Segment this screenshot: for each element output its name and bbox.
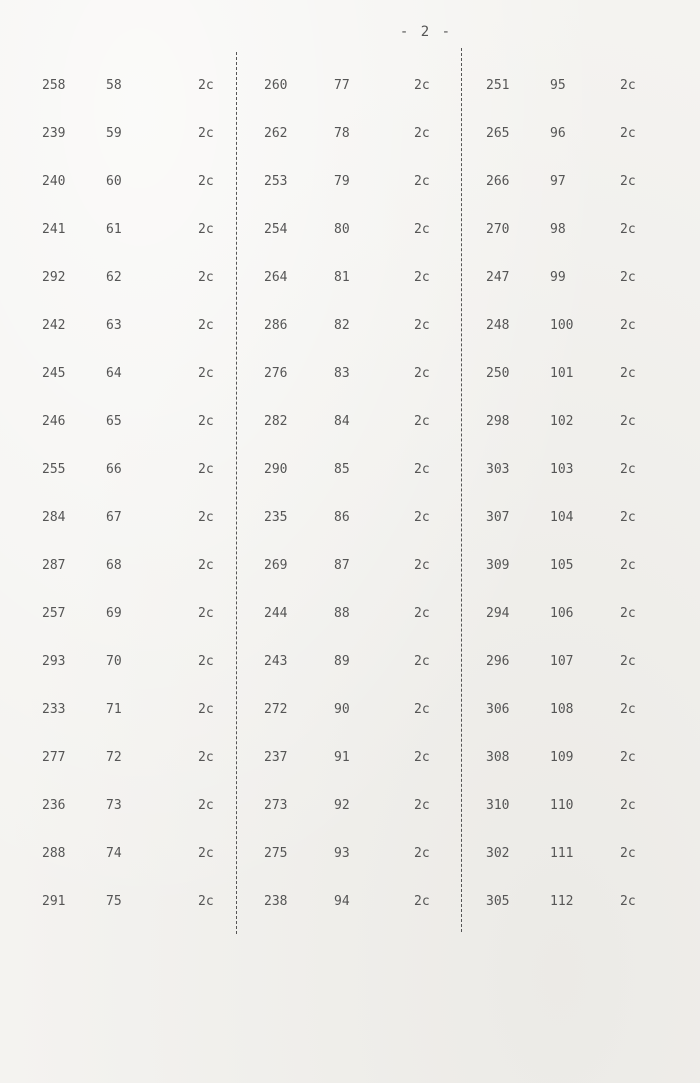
entry-id: 262 xyxy=(264,126,288,141)
entry-grade: 2c xyxy=(414,222,430,237)
entry-id: 239 xyxy=(42,126,66,141)
entry-grade: 2c xyxy=(198,318,214,333)
entry-grade: 2c xyxy=(198,702,214,717)
entry-seq: 81 xyxy=(334,270,350,285)
entry-seq: 74 xyxy=(106,846,122,861)
entry-seq: 87 xyxy=(334,558,350,573)
entry-grade: 2c xyxy=(620,510,636,525)
entry-grade: 2c xyxy=(198,174,214,189)
entry-grade: 2c xyxy=(198,654,214,669)
entry-seq: 67 xyxy=(106,510,122,525)
entry-id: 306 xyxy=(486,702,510,717)
entry-grade: 2c xyxy=(414,366,430,381)
entry-grade: 2c xyxy=(620,174,636,189)
entry-seq: 105 xyxy=(550,558,574,573)
entry-grade: 2c xyxy=(620,654,636,669)
entry-seq: 91 xyxy=(334,750,350,765)
entry-grade: 2c xyxy=(198,78,214,93)
entry-grade: 2c xyxy=(620,558,636,573)
entry-id: 310 xyxy=(486,798,510,813)
entry-seq: 83 xyxy=(334,366,350,381)
entry-grade: 2c xyxy=(620,702,636,717)
entry-id: 245 xyxy=(42,366,66,381)
entry-grade: 2c xyxy=(620,78,636,93)
entry-seq: 110 xyxy=(550,798,574,813)
entry-id: 260 xyxy=(264,78,288,93)
entry-id: 238 xyxy=(264,894,288,909)
entry-id: 294 xyxy=(486,606,510,621)
entry-id: 307 xyxy=(486,510,510,525)
entry-id: 269 xyxy=(264,558,288,573)
entry-seq: 64 xyxy=(106,366,122,381)
entry-seq: 96 xyxy=(550,126,566,141)
entry-grade: 2c xyxy=(198,270,214,285)
entry-seq: 90 xyxy=(334,702,350,717)
entry-grade: 2c xyxy=(414,174,430,189)
entry-seq: 102 xyxy=(550,414,574,429)
entry-grade: 2c xyxy=(620,318,636,333)
entry-grade: 2c xyxy=(414,654,430,669)
entry-id: 253 xyxy=(264,174,288,189)
entry-seq: 59 xyxy=(106,126,122,141)
entry-seq: 107 xyxy=(550,654,574,669)
entry-seq: 88 xyxy=(334,606,350,621)
entry-id: 305 xyxy=(486,894,510,909)
entry-seq: 104 xyxy=(550,510,574,525)
entry-grade: 2c xyxy=(414,126,430,141)
entry-id: 303 xyxy=(486,462,510,477)
entry-grade: 2c xyxy=(620,798,636,813)
entry-id: 257 xyxy=(42,606,66,621)
entry-seq: 63 xyxy=(106,318,122,333)
entry-seq: 89 xyxy=(334,654,350,669)
entry-seq: 77 xyxy=(334,78,350,93)
entry-id: 291 xyxy=(42,894,66,909)
entry-grade: 2c xyxy=(198,750,214,765)
entry-grade: 2c xyxy=(414,462,430,477)
entry-grade: 2c xyxy=(620,366,636,381)
entry-id: 235 xyxy=(264,510,288,525)
entry-grade: 2c xyxy=(620,126,636,141)
entry-id: 282 xyxy=(264,414,288,429)
entry-grade: 2c xyxy=(414,414,430,429)
entry-seq: 71 xyxy=(106,702,122,717)
entry-id: 284 xyxy=(42,510,66,525)
entry-seq: 72 xyxy=(106,750,122,765)
entry-id: 240 xyxy=(42,174,66,189)
entry-grade: 2c xyxy=(198,414,214,429)
entry-id: 246 xyxy=(42,414,66,429)
entry-id: 255 xyxy=(42,462,66,477)
entry-id: 247 xyxy=(486,270,510,285)
entry-grade: 2c xyxy=(414,894,430,909)
entry-id: 243 xyxy=(264,654,288,669)
entry-id: 266 xyxy=(486,174,510,189)
entry-seq: 103 xyxy=(550,462,574,477)
entry-seq: 82 xyxy=(334,318,350,333)
entry-seq: 93 xyxy=(334,846,350,861)
entry-grade: 2c xyxy=(198,894,214,909)
entry-grade: 2c xyxy=(620,846,636,861)
entry-id: 236 xyxy=(42,798,66,813)
entry-grade: 2c xyxy=(198,462,214,477)
entry-id: 292 xyxy=(42,270,66,285)
entry-grade: 2c xyxy=(414,846,430,861)
entry-grade: 2c xyxy=(620,270,636,285)
entry-seq: 108 xyxy=(550,702,574,717)
entry-seq: 97 xyxy=(550,174,566,189)
entry-id: 298 xyxy=(486,414,510,429)
entry-seq: 79 xyxy=(334,174,350,189)
entry-id: 288 xyxy=(42,846,66,861)
entry-seq: 70 xyxy=(106,654,122,669)
entry-seq: 106 xyxy=(550,606,574,621)
entry-seq: 92 xyxy=(334,798,350,813)
entry-id: 309 xyxy=(486,558,510,573)
entry-seq: 111 xyxy=(550,846,574,861)
entry-id: 308 xyxy=(486,750,510,765)
entry-id: 276 xyxy=(264,366,288,381)
entry-seq: 66 xyxy=(106,462,122,477)
entry-grade: 2c xyxy=(620,222,636,237)
entry-id: 264 xyxy=(264,270,288,285)
entry-seq: 100 xyxy=(550,318,574,333)
entry-grade: 2c xyxy=(620,750,636,765)
entry-id: 242 xyxy=(42,318,66,333)
entry-seq: 101 xyxy=(550,366,574,381)
entry-grade: 2c xyxy=(414,606,430,621)
entry-seq: 65 xyxy=(106,414,122,429)
entry-id: 244 xyxy=(264,606,288,621)
entry-seq: 80 xyxy=(334,222,350,237)
entry-seq: 112 xyxy=(550,894,574,909)
page-number: - 2 - xyxy=(399,24,453,40)
entry-seq: 78 xyxy=(334,126,350,141)
column-divider-left xyxy=(236,52,237,934)
entry-id: 287 xyxy=(42,558,66,573)
entry-id: 254 xyxy=(264,222,288,237)
entry-grade: 2c xyxy=(414,558,430,573)
entry-grade: 2c xyxy=(198,798,214,813)
entry-id: 251 xyxy=(486,78,510,93)
entry-grade: 2c xyxy=(198,558,214,573)
entry-seq: 94 xyxy=(334,894,350,909)
entry-grade: 2c xyxy=(620,606,636,621)
entry-id: 286 xyxy=(264,318,288,333)
entry-seq: 99 xyxy=(550,270,566,285)
entry-grade: 2c xyxy=(198,606,214,621)
entry-grade: 2c xyxy=(198,126,214,141)
entry-seq: 69 xyxy=(106,606,122,621)
entry-seq: 95 xyxy=(550,78,566,93)
entry-seq: 61 xyxy=(106,222,122,237)
entry-seq: 60 xyxy=(106,174,122,189)
entry-grade: 2c xyxy=(198,366,214,381)
entry-id: 270 xyxy=(486,222,510,237)
entry-seq: 98 xyxy=(550,222,566,237)
entry-grade: 2c xyxy=(198,846,214,861)
entry-seq: 58 xyxy=(106,78,122,93)
entry-grade: 2c xyxy=(414,750,430,765)
entry-seq: 68 xyxy=(106,558,122,573)
entry-grade: 2c xyxy=(414,318,430,333)
entry-id: 237 xyxy=(264,750,288,765)
entry-grade: 2c xyxy=(414,270,430,285)
entry-id: 277 xyxy=(42,750,66,765)
entry-id: 250 xyxy=(486,366,510,381)
entry-grade: 2c xyxy=(414,702,430,717)
entry-seq: 75 xyxy=(106,894,122,909)
entry-grade: 2c xyxy=(620,414,636,429)
entry-grade: 2c xyxy=(620,894,636,909)
entry-grade: 2c xyxy=(620,462,636,477)
entry-id: 296 xyxy=(486,654,510,669)
entry-id: 302 xyxy=(486,846,510,861)
entry-id: 233 xyxy=(42,702,66,717)
entry-id: 272 xyxy=(264,702,288,717)
entry-id: 293 xyxy=(42,654,66,669)
entry-seq: 73 xyxy=(106,798,122,813)
entry-grade: 2c xyxy=(414,78,430,93)
entry-id: 241 xyxy=(42,222,66,237)
entry-id: 275 xyxy=(264,846,288,861)
entry-id: 248 xyxy=(486,318,510,333)
entry-grade: 2c xyxy=(198,510,214,525)
entry-grade: 2c xyxy=(414,510,430,525)
entry-grade: 2c xyxy=(414,798,430,813)
entry-id: 258 xyxy=(42,78,66,93)
entry-seq: 86 xyxy=(334,510,350,525)
entry-seq: 109 xyxy=(550,750,574,765)
entry-id: 273 xyxy=(264,798,288,813)
entry-id: 265 xyxy=(486,126,510,141)
entry-seq: 84 xyxy=(334,414,350,429)
entry-seq: 62 xyxy=(106,270,122,285)
entry-id: 290 xyxy=(264,462,288,477)
column-divider-right xyxy=(461,48,462,932)
entry-grade: 2c xyxy=(198,222,214,237)
entry-seq: 85 xyxy=(334,462,350,477)
